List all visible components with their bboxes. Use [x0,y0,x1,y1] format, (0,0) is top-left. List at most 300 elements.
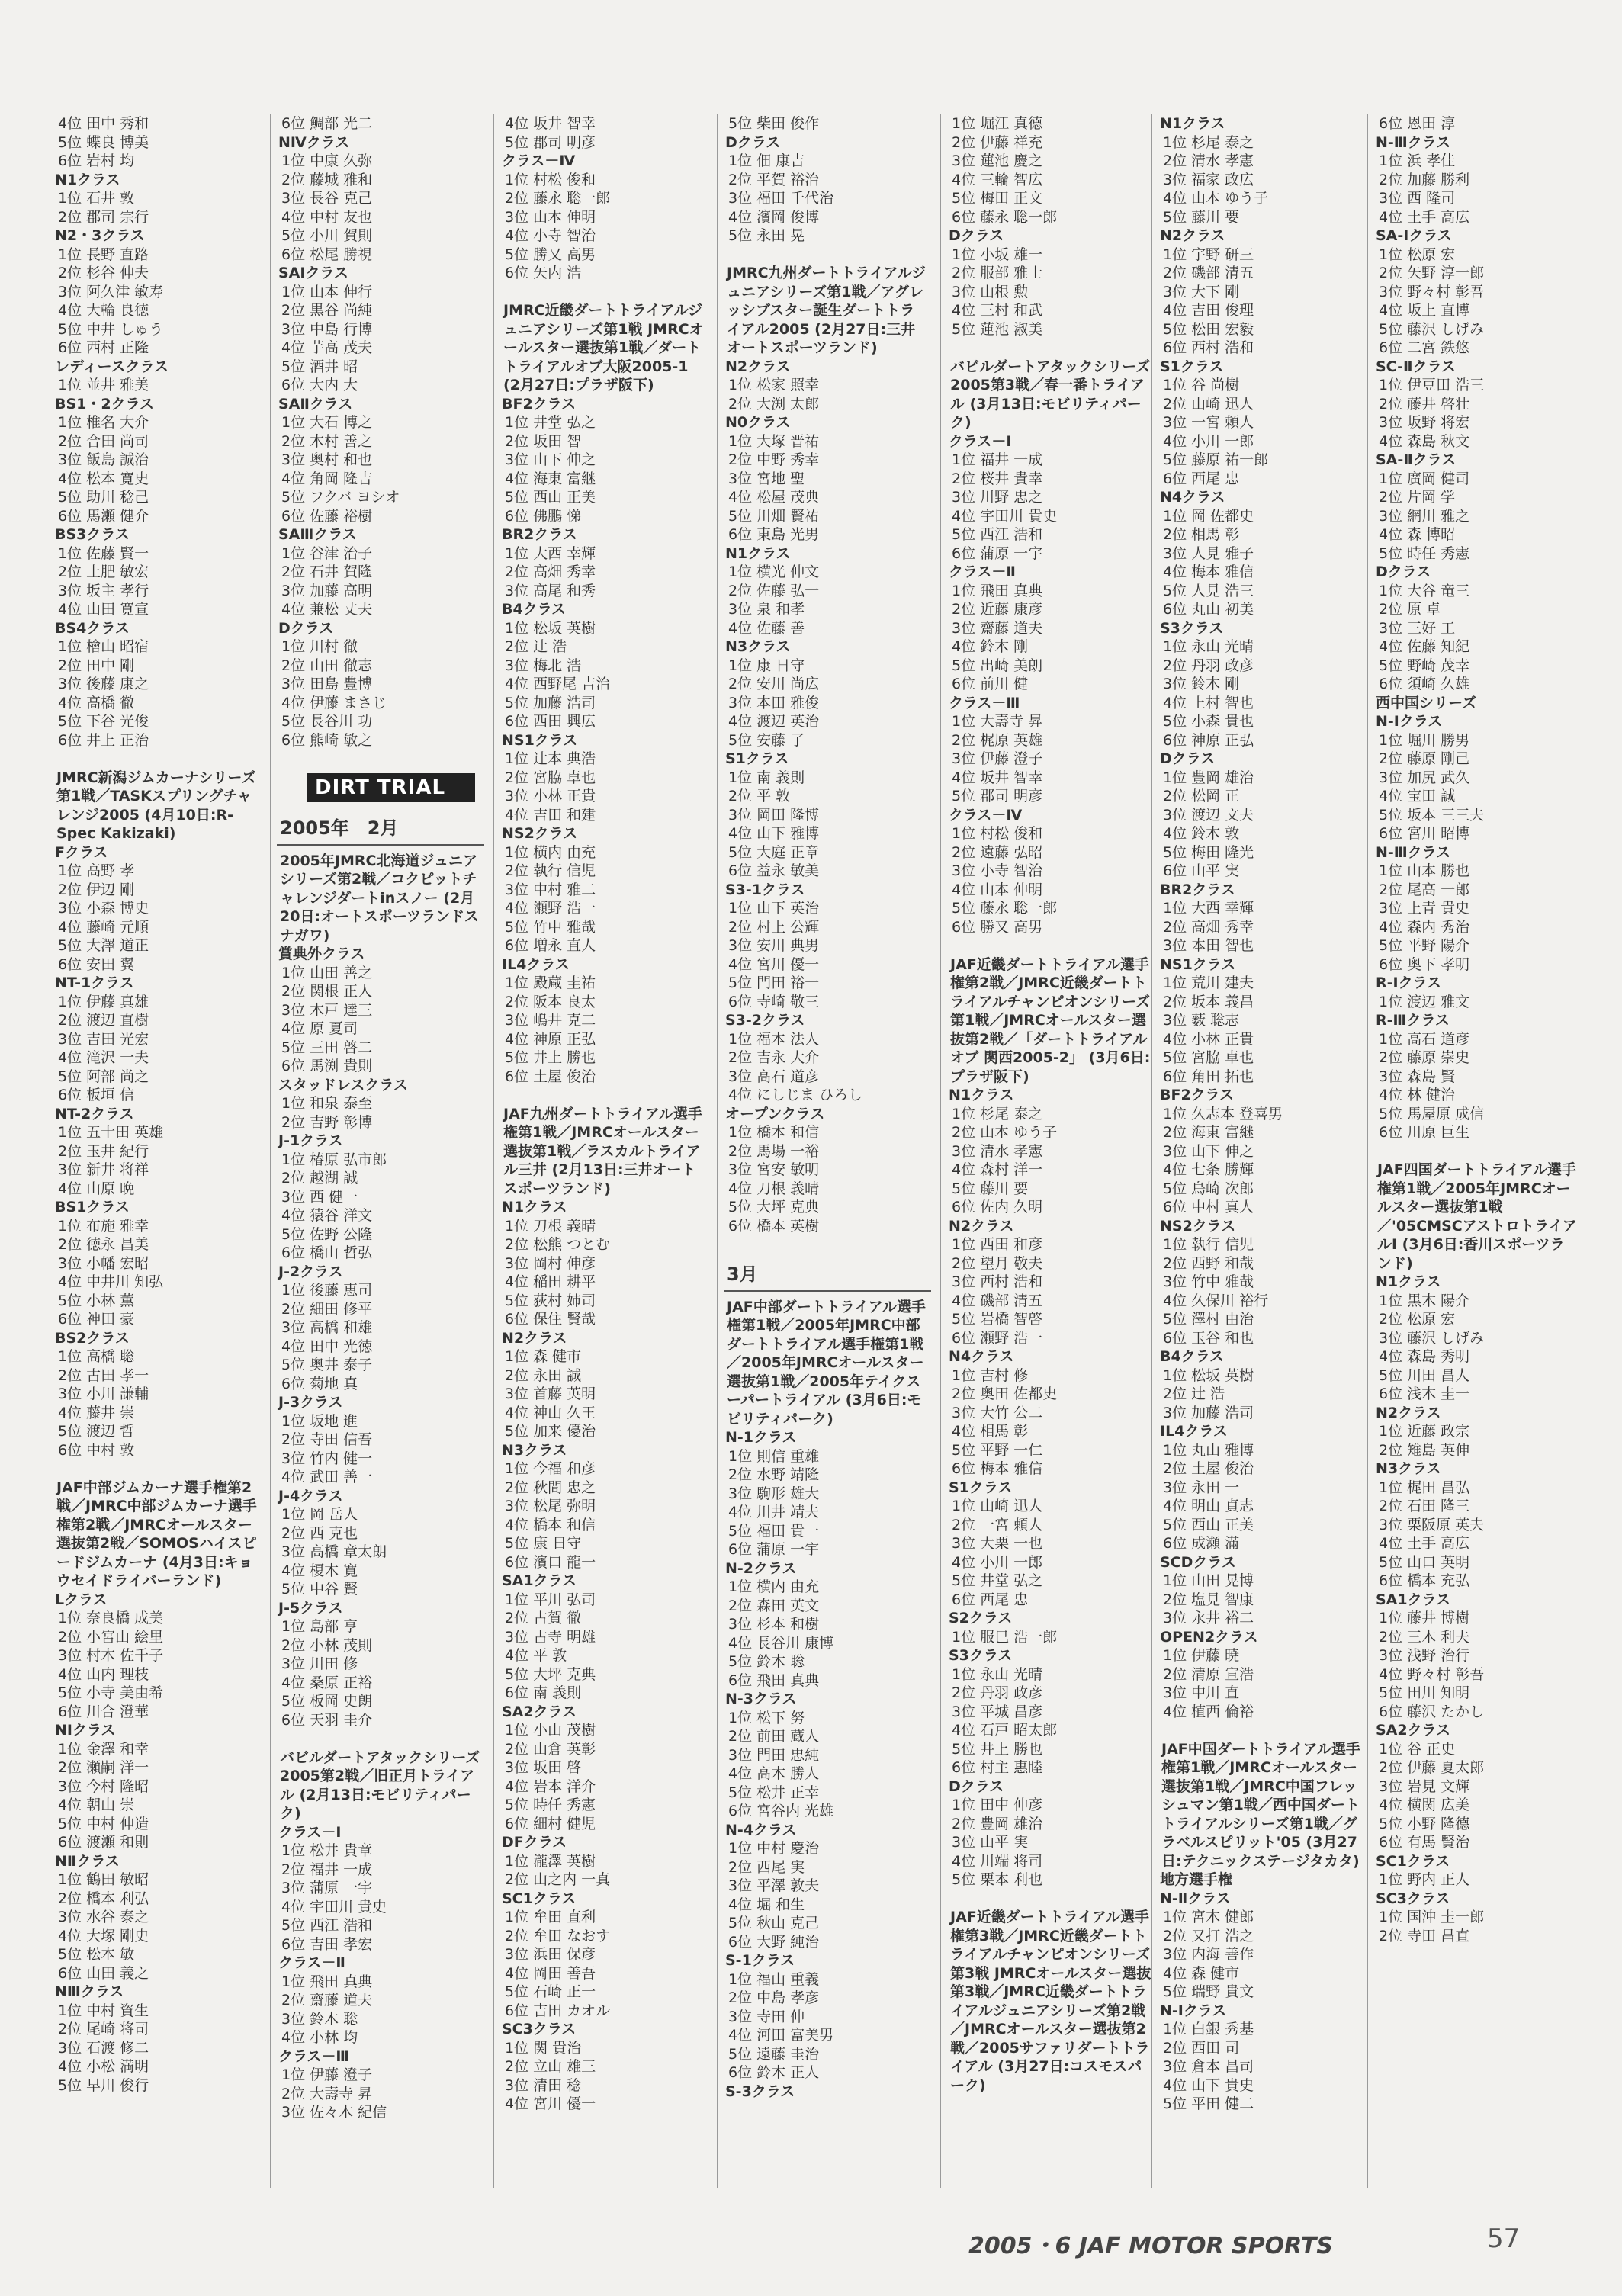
result-entry: 4位 渡辺 英治 [728,713,820,730]
result-entry: 4位 岩本 洋介 [505,1777,596,1795]
result-entry: 4位 宝田 誠 [1379,788,1456,804]
result-entry: 5位 藤川 要 [1163,208,1240,226]
result-entry: 4位 坂上 直博 [1379,302,1470,319]
result-entry: 4位 宇田川 貴史 [952,507,1058,525]
result-entry: 2位 藤永 聡一郎 [505,190,611,207]
class-heading: N3クラス [502,1441,567,1459]
result-entry: 1位 高橋 聡 [58,1348,135,1365]
class-heading: BS1クラス [55,1199,130,1215]
event-title: 2005年JMRC北海道ジュニアシリーズ第2戦／コクピットチャレンジダートinスノー (2月20日:オートスポーツランドスナガワ) [280,852,479,944]
result-entry: 6位 瀬野 浩一 [952,1329,1043,1347]
class-heading: N-2クラス [725,1559,797,1577]
class-heading: N2クラス [1376,1404,1441,1421]
result-entry: 6位 飛田 真典 [728,1671,820,1689]
class-heading: Dクラス [949,227,1004,244]
result-entry: 1位 並井 雅美 [58,377,149,393]
result-entry: 2位 古田 孝一 [58,1366,149,1384]
result-entry: 1位 伊豆田 浩三 [1379,377,1485,393]
result-entry: 3位 大竹 公二 [952,1404,1043,1421]
result-entry: 5位 石崎 正一 [505,1983,596,2000]
result-entry: 2位 原 卓 [1379,601,1441,618]
result-entry: 3位 西 隆司 [1379,190,1456,207]
result-entry: 6位 濱口 龍一 [505,1553,596,1571]
results-column-6 [1158,114,1366,2188]
result-entry: 1位 藤井 博樹 [1379,1610,1470,1626]
result-entry: 1位 松下 努 [728,1709,805,1726]
spacer [947,936,1155,955]
result-entry: 5位 下谷 光俊 [58,713,149,730]
result-entry: 1位 宮木 健郎 [1163,1909,1254,1925]
results-column-3 [500,114,708,2188]
result-entry: 4位 山下 貴史 [1163,2076,1254,2094]
result-entry: 4位 七条 勝輝 [1163,1161,1254,1178]
result-entry: 2位 寺田 信吾 [281,1431,373,1448]
result-entry: 4位 土手 高広 [1379,1535,1470,1552]
result-entry: 5位 瑞野 貴文 [1163,1983,1254,2000]
result-entry: 5位 柴田 俊作 [728,115,820,132]
result-entry: 4位 松本 寛史 [58,470,149,487]
class-heading: NIクラス [55,1722,116,1739]
result-entry: 4位 野々村 彰吾 [1379,1665,1485,1683]
class-heading: N-Ⅲクラス [1376,133,1451,151]
result-entry: 3位 坂田 啓 [505,1759,582,1776]
class-heading: 地方選手権 [1160,1871,1233,1888]
result-entry: 5位 渡辺 哲 [58,1423,135,1440]
class-heading: N2・3クラス [55,227,145,244]
result-entry: 4位 神山 久王 [505,1404,596,1421]
spacer [53,1459,261,1479]
result-entry: 3位 宮安 敏明 [728,1161,820,1178]
result-entry: 5位 藤原 祐一郎 [1163,451,1269,468]
result-entry: 3位 内海 善作 [1163,1946,1254,1963]
result-entry: 2位 土肥 敏宏 [58,564,149,580]
result-entry: 4位 海東 富継 [505,470,596,487]
result-entry: 2位 吉野 彰博 [281,1113,373,1131]
column-divider [1151,114,1152,2188]
result-entry: 5位 平野 一仁 [952,1441,1043,1459]
class-heading: SA1クラス [1376,1591,1451,1608]
result-entry: 5位 坂本 三三夫 [1379,806,1485,824]
result-entry: 3位 中村 雅二 [505,881,596,898]
section-banner: DIRT TRIAL [307,773,475,802]
result-entry: 5位 岩橋 智啓 [952,1311,1043,1328]
result-entry: 6位 浅木 圭一 [1379,1386,1470,1402]
result-entry: 4位 兼松 丈夫 [281,601,373,618]
result-entry: 4位 長谷川 康博 [728,1634,834,1652]
result-entry: 5位 早川 俊行 [58,2076,149,2094]
result-entry: 6位 神田 豪 [58,1311,135,1328]
result-entry: 1位 村松 俊和 [952,825,1043,842]
result-entry: 3位 嶋井 克二 [505,1012,596,1029]
class-heading: SC1クラス [1376,1852,1450,1870]
result-entry: 5位 中村 伸造 [58,1815,149,1832]
result-entry: 2位 松岡 正 [1163,788,1240,804]
result-entry: 4位 鈴木 剛 [952,638,1029,655]
results-column-2 [277,114,484,2188]
result-entry: 6位 梅本 雅信 [952,1460,1043,1477]
result-entry: 1位 久志本 登喜男 [1163,1105,1283,1122]
result-entry: 6位 大内 大 [281,377,358,393]
result-entry: 3位 川田 修 [281,1655,358,1672]
class-heading: N-1クラス [725,1429,797,1446]
result-entry: 3位 水谷 泰之 [58,1909,149,1925]
result-entry: 5位 山口 英明 [1379,1553,1470,1571]
result-entry: 2位 矢野 淳一郎 [1379,265,1485,281]
result-entry: 1位 大西 幸輝 [505,544,596,562]
result-entry: 3位 石渡 修二 [58,2039,149,2057]
results-column-5 [947,114,1155,2188]
class-heading: クラス－Ⅳ [502,153,576,169]
class-heading: Dクラス [278,619,334,637]
class-heading: S3-2クラス [725,1012,805,1029]
result-entry: 6位 橋本 充弘 [1379,1572,1470,1589]
result-entry: 3位 岩見 文輝 [1379,1777,1470,1795]
result-entry: 2位 海東 富継 [1163,1124,1254,1141]
result-entry: 4位 中井川 知弘 [58,1273,164,1290]
result-entry: 1位 坂地 進 [281,1412,358,1430]
result-entry: 2位 一宮 頼人 [952,1516,1043,1533]
result-entry: 2位 小林 茂則 [281,1636,373,1654]
result-entry: 4位 滝沢 一夫 [58,1049,149,1066]
result-entry: 6位 佐藤 裕樹 [281,507,373,525]
result-entry: 2位 木村 善之 [281,432,373,450]
result-entry: 6位 奥下 孝明 [1379,955,1470,973]
result-entry: 6位 西田 興広 [505,713,596,730]
result-entry: 1位 森 健市 [505,1348,582,1365]
result-entry: 2位 大渕 太郎 [728,395,820,413]
result-entry: 3位 門田 忠純 [728,1746,820,1764]
result-entry: 1位 渡辺 雅文 [1379,993,1470,1010]
result-entry: 4位 中村 友也 [281,208,373,226]
result-entry: 3位 奥村 和也 [281,451,373,468]
result-entry: 1位 椎名 大介 [58,414,149,431]
result-entry: 1位 則信 重雄 [728,1447,820,1465]
result-entry: 4位 明山 貞志 [1163,1498,1254,1514]
result-entry: 6位 藤永 聡一郎 [952,208,1058,226]
result-entry: 1位 永山 光晴 [1163,638,1254,655]
result-entry: 4位 森内 秀治 [1379,918,1470,936]
result-entry: 3位 小森 博史 [58,900,149,917]
result-entry: 5位 勝又 高男 [505,246,596,263]
result-entry: 1位 南 義則 [728,769,805,786]
result-entry: 4位 森島 秋文 [1379,432,1470,450]
result-entry: 4位 松屋 茂典 [728,489,820,506]
result-entry: 1位 松家 照幸 [728,377,820,393]
result-entry: 1位 廣岡 健司 [1379,470,1470,487]
class-heading: S1クラス [1160,358,1224,375]
result-entry: 5位 松井 正幸 [728,1784,820,1801]
result-entry: 3位 中島 行博 [281,320,373,338]
result-entry: 2位 寺田 昌直 [1379,1927,1470,1944]
result-entry: 4位 高木 勝人 [728,1765,820,1782]
result-entry: 2位 永田 誠 [505,1366,582,1384]
result-entry: 5位 フクバ ヨシオ [281,489,400,506]
result-entry: 2位 西田 司 [1163,2039,1240,2057]
result-entry: 1位 横内 由充 [728,1578,820,1595]
result-entry: 1位 川村 徹 [281,638,358,655]
class-heading: N-3クラス [725,1691,797,1707]
result-entry: 4位 宮川 優一 [728,955,820,973]
result-entry: 4位 土手 高広 [1379,208,1470,226]
result-entry: 3位 山平 実 [952,1834,1029,1851]
result-entry: 3位 三好 工 [1379,619,1456,637]
result-entry: 1位 山田 善之 [281,964,373,981]
result-entry: 1位 関 貴治 [505,2039,582,2057]
column-divider [940,114,941,2188]
class-heading: J-3クラス [278,1394,343,1411]
result-entry: 4位 猿谷 洋文 [281,1207,373,1224]
result-entry: 5位 阿部 尚之 [58,1068,149,1085]
result-entry: 1位 横光 伸文 [728,564,820,580]
result-entry: 2位 清原 宣浩 [1163,1665,1254,1683]
result-entry: 5位 小川 賀則 [281,227,373,244]
result-entry: 4位 小林 均 [281,2029,358,2046]
event-title: JAF四国ダートトライアル選手権第1戦／2005年JMRCオールスター選抜第1戦／'05CMSCアストロトライアルⅠ (3月6日:香川スポーツランド) [1377,1161,1577,1272]
result-entry: 3位 宮地 聖 [728,470,805,487]
result-entry: 5位 松田 宏毅 [1163,320,1254,338]
result-entry: 2位 西 克也 [281,1524,358,1542]
result-entry: 6位 土屋 俊治 [505,1068,596,1085]
spacer [947,339,1155,358]
result-entry: 1位 永山 光晴 [952,1665,1043,1683]
result-entry: 1位 大塚 晋祐 [728,432,820,450]
result-entry: 5位 西山 正美 [1163,1516,1254,1533]
result-entry: 5位 遠藤 圭治 [728,2045,820,2063]
result-entry: 1位 和泉 泰至 [281,1095,373,1112]
class-heading: クラス－Ⅰ [949,432,1012,450]
result-entry: 5位 加藤 浩司 [505,694,596,711]
result-entry: 1位 国沖 圭一郎 [1379,1909,1485,1925]
class-heading: IL4クラス [1160,1423,1228,1440]
result-entry: 1位 島部 亨 [281,1618,358,1635]
result-entry: 2位 合田 尚司 [58,432,149,450]
class-heading: N-Ⅰクラス [1160,2002,1227,2019]
class-heading: N1クラス [949,1087,1014,1103]
result-entry: 3位 竹内 健一 [281,1450,373,1467]
result-entry: 4位 小松 満明 [58,2058,149,2075]
result-entry: 6位 神原 正弘 [1163,731,1254,749]
result-entry: 1位 山本 伸行 [281,283,373,300]
result-entry: 5位 梅田 正文 [952,190,1043,207]
result-entry: 1位 大谷 竜三 [1379,582,1470,599]
result-entry: 3位 山下 伸之 [1163,1142,1254,1160]
result-entry: 6位 須崎 久雄 [1379,676,1470,692]
result-entry: 2位 梶原 英雄 [952,731,1043,749]
result-entry: 2位 安川 尚広 [728,676,820,692]
result-entry: 5位 井上 勝也 [952,1740,1043,1758]
result-entry: 3位 古寺 明雄 [505,1628,596,1646]
result-entry: 3位 西 健一 [281,1188,358,1206]
result-entry: 3位 清田 稔 [505,2076,582,2094]
result-entry: 2位 郡司 宗行 [58,208,149,226]
result-entry: 5位 安藤 了 [728,731,805,749]
class-heading: N4クラス [1160,489,1225,506]
result-entry: 5位 平田 健二 [1163,2095,1254,2112]
class-heading: J-4クラス [278,1487,343,1504]
class-heading: N-4クラス [725,1821,797,1838]
result-entry: 2位 藤原 崇史 [1379,1049,1470,1066]
result-entry: 3位 高橋 章太朗 [281,1543,387,1560]
result-entry: 3位 鈴木 剛 [1163,676,1240,692]
result-entry: 2位 伊辺 剛 [58,881,135,898]
result-entry: 3位 山本 伸明 [505,208,596,226]
result-entry: 1位 檜山 昭宿 [58,638,149,655]
result-entry: 2位 齋藤 道夫 [281,1992,373,2009]
result-entry: 5位 平野 陽介 [1379,937,1470,954]
class-heading: N1クラス [502,1199,567,1215]
result-entry: 2位 塩見 智康 [1163,1591,1254,1608]
result-entry: 2位 西野 和哉 [1163,1254,1254,1272]
result-entry: 2位 丹羽 政彦 [952,1684,1043,1701]
result-entry: 4位 山原 晩 [58,1180,135,1197]
class-heading: B4クラス [1160,1348,1225,1365]
result-entry: 5位 康 日守 [505,1535,582,1552]
class-heading: BF2クラス [1160,1087,1235,1103]
result-entry: 6位 西村 浩和 [1163,339,1254,356]
class-heading: NS1クラス [1160,955,1236,973]
result-entry: 5位 川田 昌人 [1379,1366,1470,1384]
class-heading: レディースクラス [55,358,169,375]
result-entry: 1位 奈良橋 成美 [58,1610,164,1626]
result-entry: 4位 相馬 彰 [952,1423,1029,1440]
result-entry: 1位 福山 重義 [728,1970,820,1988]
result-entry: 3位 川野 忠之 [952,489,1043,506]
result-entry: 2位 平賀 裕治 [728,171,820,188]
result-entry: 3位 森島 賢 [1379,1068,1456,1085]
event-title: JAF近畿ダートトライアル選手権第2戦／JMRC近畿ダートトライアルチャンピオンシリーズ第1戦／JMRCオールスター選抜第2戦／「ダートトライアル オブ 関西2005-2」 (3月6日:プラザ阪下) [950,955,1151,1085]
result-entry: 1位 今福 和彦 [505,1460,596,1477]
result-entry: 4位 川井 靖夫 [728,1504,820,1520]
spacer [277,1729,484,1748]
result-entry: 2位 相馬 彰 [1163,526,1240,543]
result-entry: 5位 藤永 聡一郎 [952,900,1058,917]
event-title: JMRC近畿ダートトライアルジュニアシリーズ第1戦 JMRCオールスター選抜第1戦／ダートトライアルオブ大阪2005-1 (2月27日:プラザ阪下) [503,302,704,393]
result-entry: 2位 望月 敬夫 [952,1254,1043,1272]
result-entry: 1位 中村 慶治 [728,1840,820,1857]
result-entry: 6位 前川 健 [952,676,1029,692]
class-heading: NⅡクラス [55,1852,120,1870]
result-entry: 3位 加藤 浩司 [1163,1404,1254,1421]
result-entry: 1位 野内 正人 [1379,1871,1470,1888]
result-entry: 4位 岡田 善吾 [505,1964,596,1982]
result-entry: 5位 秋山 克己 [728,1915,820,1932]
result-entry: 2位 山崎 迅人 [1163,395,1254,413]
result-entry: 2位 近藤 康彦 [952,601,1043,618]
result-entry: 3位 松尾 弥明 [505,1498,596,1514]
result-entry: 3位 高橋 和雄 [281,1319,373,1336]
result-entry: 1位 松坂 英樹 [505,619,596,637]
result-entry: 5位 大庭 正章 [728,843,820,861]
result-entry: 2位 伊藤 祥充 [952,133,1043,151]
result-entry: 2位 大壽寺 昇 [281,2085,373,2102]
result-entry: 5位 荻村 姉司 [505,1292,596,1309]
result-entry: 1位 大壽寺 昇 [952,713,1043,730]
result-entry: 3位 永井 裕二 [1163,1610,1254,1626]
class-heading: J-2クラス [278,1263,343,1280]
class-heading: NT-2クラス [55,1105,134,1122]
class-heading: Dクラス [949,1777,1004,1795]
result-entry: 4位 鈴木 敦 [1163,825,1240,842]
result-entry: 2位 高畑 秀幸 [1163,918,1254,936]
result-entry: 2位 丹羽 政彦 [1163,657,1254,674]
result-entry: 6位 藤沢 たかし [1379,1703,1485,1720]
result-entry: 4位 田中 光徳 [281,1337,373,1355]
results-column-7 [1374,114,1582,2188]
class-heading: R-Ⅲクラス [1376,1012,1450,1029]
result-entry: 1位 高野 孝 [58,862,135,879]
result-entry: 5位 栗本 利也 [952,1871,1043,1888]
result-entry: 6位 中村 真人 [1163,1199,1254,1215]
result-entry: 5位 野崎 茂幸 [1379,657,1470,674]
spacer [277,750,484,769]
class-heading: S3-1クラス [725,881,805,898]
result-entry: 6位 蒲原 一宇 [952,544,1043,562]
result-entry: 4位 田中 秀和 [58,115,149,132]
event-title: JAF中部ダートトライアル選手権第1戦／2005年JMRC中部ダートトライアル選手権第1戦／2005年JMRCオールスター選抜第1戦／2005年テイクスーパートライアル (3月6日:モビリティパーク) [727,1298,926,1427]
result-entry: 2位 橋本 利弘 [58,1890,149,1907]
class-heading: Lクラス [55,1591,108,1608]
result-entry: 5位 井上 勝也 [505,1049,596,1066]
column-divider [493,114,494,2188]
result-entry: 2位 西尾 実 [728,1858,805,1876]
result-entry: 4位 平 敦 [505,1647,567,1664]
class-heading: Dクラス [1160,750,1216,767]
result-entry: 6位 安田 翼 [58,955,135,973]
result-entry: 3位 平城 昌彦 [952,1703,1043,1720]
class-heading: J-5クラス [278,1599,343,1617]
result-entry: 3位 一宮 頼人 [1163,414,1254,431]
result-entry: 6位 西尾 忠 [952,1591,1029,1608]
result-entry: 3位 山下 伸之 [505,451,596,468]
class-heading: N2クラス [725,358,791,375]
result-entry: 4位 原 夏司 [281,1020,358,1037]
class-heading: Fクラス [55,843,108,861]
result-entry: 1位 近藤 政宗 [1379,1423,1470,1440]
event-title: JAF中部ジムカーナ選手権第2戦／JMRC中部ジムカーナ選手権第2戦／JMRCオールスター選抜第2戦／SOMOSハイスピードジムカーナ (4月3日:キョウセイドライバーランド) [56,1479,257,1589]
class-heading: SC-Ⅱクラス [1376,358,1456,375]
class-heading: S3クラス [949,1647,1013,1664]
result-entry: 4位 吉田 俊理 [1163,302,1254,319]
class-heading: SA-Ⅰクラス [1376,227,1452,244]
class-heading: クラス－Ⅳ [949,806,1023,824]
result-entry: 4位 植西 倫裕 [1163,1703,1254,1720]
result-entry: 4位 山内 理枝 [58,1665,149,1683]
result-entry: 3位 大栗 一也 [952,1535,1043,1552]
results-column-4 [724,114,931,2188]
result-entry: 6位 角田 拓也 [1163,1068,1254,1085]
month-heading: 2005年 2月 [277,808,484,846]
result-entry: 6位 橋本 英樹 [728,1217,820,1235]
class-heading: スタッドレスクラス [278,1076,408,1093]
result-entry: 1位 宇野 研三 [1163,246,1254,263]
result-entry: 4位 山下 雅博 [728,825,820,842]
result-entry: 6位 佛鵬 悌 [505,507,582,525]
result-entry: 3位 野々村 彰吾 [1379,283,1485,300]
result-entry: 1位 山本 勝也 [1379,862,1470,879]
result-entry: 5位 出崎 美朗 [952,657,1043,674]
result-entry: 5位 小寺 美由希 [58,1684,164,1701]
result-entry: 2位 藤井 啓壮 [1379,395,1470,413]
result-entry: 2位 片岡 学 [1379,489,1456,506]
event-title: バビルダートアタックシリーズ2005第3戦／春一番トライアル (3月13日:モビリティパーク) [950,358,1151,431]
result-entry: 3位 小寺 智治 [952,862,1043,879]
result-entry: 5位 宮脇 卓也 [1163,1049,1254,1066]
result-entry: 4位 磯部 清五 [952,1292,1043,1309]
result-entry: 2位 森田 英文 [728,1597,820,1614]
result-entry: 4位 稲田 耕平 [505,1273,596,1290]
result-entry: 2位 豊岡 雄治 [952,1815,1043,1832]
class-heading: N-Ⅰクラス [1376,713,1443,730]
